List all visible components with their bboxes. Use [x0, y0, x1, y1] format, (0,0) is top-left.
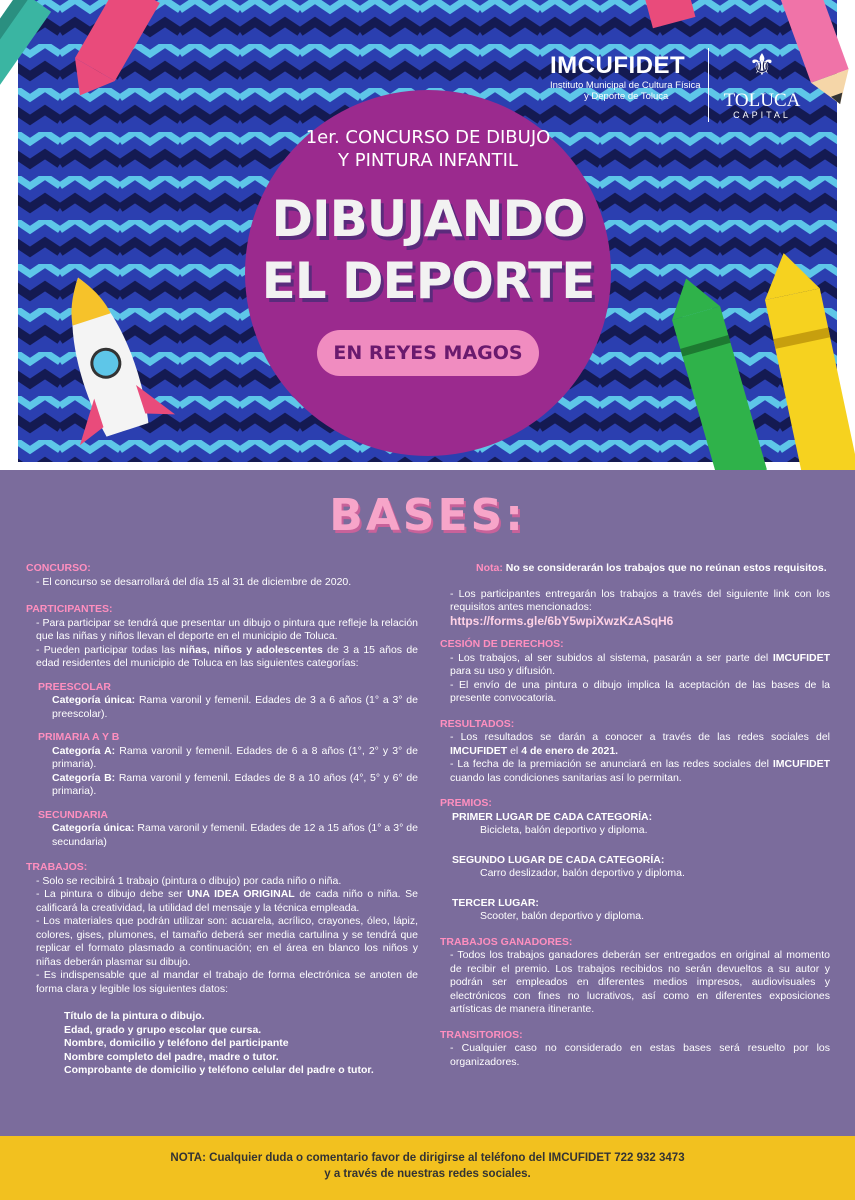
res-1b: IMCUFIDET	[450, 744, 508, 757]
part-2a: - Pueden participar todas las	[36, 643, 180, 656]
prize-first-heading: PRIMER LUGAR DE CADA CATEGORÍA:	[452, 810, 653, 823]
section-heading-participantes: PARTICIPANTES:	[26, 603, 113, 615]
entrega-text: - Los participantes entregarán los trabajos a través del siguiente link con los requisitos antes mencionados:	[450, 587, 830, 613]
list-item: Título de la pintura o dibujo.	[64, 1010, 205, 1022]
right-column	[440, 562, 830, 1069]
section-heading-trabajos: TRABAJOS:	[26, 861, 88, 873]
sec-label: Categoría única:	[52, 822, 135, 834]
prize-second-heading: SEGUNDO LUGAR DE CADA CATEGORÍA:	[452, 853, 665, 866]
trab-2b: UNA IDEA ORIGINAL	[187, 888, 295, 900]
prize-first-value: Bicicleta, balón deportivo y diploma.	[480, 824, 648, 836]
footer-line-2: y a través de nuestras redes sociales.	[324, 1168, 531, 1180]
cesion-text-2: - El envío de una pintura o dibujo implica la aceptación de las bases de la presente convocatoria.	[450, 678, 830, 704]
crest-icon: ⚜	[748, 49, 776, 82]
logo-main: IMCUFIDET	[550, 52, 686, 79]
trab-2c: de cada niño o niña. Se calificará la creatividad, la utilidad del mensaje y la técnica empleada.	[36, 888, 418, 914]
hero-banner	[0, 0, 855, 470]
capital-text: CAPITAL	[733, 110, 791, 120]
toluca-logo	[716, 40, 808, 120]
required-data-list	[26, 1010, 418, 1078]
subtitle-line-1: 1er. CONCURSO DE DIBUJO	[305, 127, 551, 148]
section-heading-ganadores: TRABAJOS GANADORES:	[440, 935, 573, 948]
category-heading-secundaria: SECUNDARIA	[38, 808, 109, 821]
res-1d: 4 de enero de 2021.	[521, 744, 619, 757]
list-item: Edad, grado y grupo escolar que cursa.	[64, 1023, 262, 1036]
participantes-text-2	[26, 644, 418, 671]
list-item: Nombre completo del padre, madre o tutor.	[64, 1050, 279, 1063]
res-1a: - Los resultados se darán a conocer a través de las redes sociales del	[450, 731, 830, 743]
resultados-text-1	[440, 731, 830, 758]
prize-second-value: Carro deslizador, balón deportivo y diploma.	[480, 867, 685, 879]
toluca-text: TOLUCA	[723, 90, 801, 111]
nota-label: Nota:	[476, 562, 503, 574]
contest-subtitle	[245, 126, 611, 172]
pre-text: Rama varonil y femenil. Edades de 3 a 6 años (1° a 3° de preescolar).	[52, 694, 418, 720]
main-title-line-1: DIBUJANDO	[271, 190, 585, 248]
secundaria-text	[26, 822, 418, 849]
footer-line-1: NOTA: Cualquier duda o comentario favor de dirigirse al teléfono del IMCUFIDET 722 932 3473	[170, 1152, 685, 1164]
logo-divider	[708, 48, 709, 122]
trabajos-text-3: - Los materiales que podrán utilizar son: acuarela, acrílico, crayones, óleo, lápiz, colores, gises, plumones, el tamaño deberá ser media cartulina y se tendrá que replicar el formato plasmado a continuación; en el área en blanco los niños y niñas deberán plasmar su dibujo.	[36, 915, 418, 968]
section-heading-resultados: RESULTADOS:	[440, 717, 515, 730]
nota-text	[440, 562, 830, 576]
participantes-text-1: - Para participar se tendrá que presentar un dibujo o pintura que refleje la relación que las niñas y niños llevan el deporte en el municipio de Toluca.	[36, 616, 418, 642]
pa-text: Rama varonil y femenil. Edades de 6 a 8 años (1°, 2° y 3° de primaria).	[52, 744, 418, 770]
transitorios-text: - Cualquier caso no considerado en estas bases será resuelto por los organizadores.	[450, 1042, 830, 1068]
list-item: Comprobante de domicilio y teléfono celular del padre o tutor.	[64, 1064, 374, 1076]
cesion-text-1	[440, 652, 830, 679]
imcufidet-logo	[550, 52, 700, 102]
res-2b: IMCUFIDET	[772, 758, 830, 770]
res-2c: cuando las condiciones sanitarias así lo permitan.	[450, 771, 682, 784]
resultados-text-2	[440, 758, 830, 785]
bases-heading: BASES:	[329, 490, 526, 541]
primaria-a-text	[26, 745, 418, 772]
res-1c: el	[507, 744, 522, 757]
form-link[interactable]: https://forms.gle/6bY5wpiXwzKzASqH6	[450, 613, 674, 628]
section-heading-premios: PREMIOS:	[440, 797, 492, 809]
section-heading-cesion: CESIÓN DE DERECHOS:	[440, 638, 564, 650]
primaria-b-text	[26, 772, 418, 799]
pre-label: Categoría única:	[52, 694, 136, 706]
trab-2a: - La pintura o dibujo debe ser	[36, 888, 188, 900]
part-2b: niñas, niños y adolescentes	[179, 643, 323, 656]
list-item: Nombre, domicilio y teléfono del participante	[64, 1037, 289, 1049]
pb-text: Rama varonil y femenil. Edades de 8 a 10 años (4°, 5° y 6° de primaria).	[52, 771, 418, 797]
section-heading-concurso: CONCURSO:	[26, 562, 91, 574]
nota-body: No se considerarán los trabajos que no reúnan estos requisitos.	[502, 562, 827, 574]
footer-note	[0, 1136, 855, 1200]
trabajos-text-1: - Solo se recibirá 1 trabajo (pintura o dibujo) por cada niño o niña.	[36, 874, 342, 887]
main-title-line-2: EL DEPORTE	[261, 252, 595, 310]
category-heading-primaria: PRIMARIA A Y B	[38, 731, 120, 743]
pa-label: Categoría A:	[52, 744, 116, 757]
logo-sub-2: y Deporte de Toluca	[584, 91, 669, 102]
res-2a: - La fecha de la premiación se anunciará en las redes sociales del	[450, 758, 773, 770]
concurso-text: - El concurso se desarrollará del día 15 al 31 de diciembre de 2020.	[36, 575, 352, 588]
reyes-magos-badge: EN REYES MAGOS	[317, 330, 539, 376]
subtitle-line-2: Y PINTURA INFANTIL	[338, 150, 518, 171]
ces-1a: - Los trabajos, al ser subidos al sistema, pasarán a ser parte del	[450, 651, 773, 664]
trabajos-text-4: - Es indispensable que al mandar el trabajo de forma electrónica se anoten de forma clara y legible los siguientes datos:	[36, 969, 418, 995]
ces-1c: para su uso y difusión.	[450, 665, 556, 677]
ces-1b: IMCUFIDET	[772, 651, 830, 664]
title-circle	[245, 90, 611, 456]
section-heading-transitorios: TRANSITORIOS:	[440, 1028, 523, 1041]
pb-label: Categoría B:	[52, 771, 116, 784]
left-column	[26, 562, 418, 1078]
category-heading-preescolar: PREESCOLAR	[38, 680, 111, 693]
preescolar-text	[26, 694, 418, 721]
logo-sub-1: Instituto Municipal de Cultura Física	[550, 80, 701, 91]
sec-text: Rama varonil y femenil. Edades de 12 a 15 años (1° a 3° de secundaria)	[52, 822, 418, 848]
prize-third-value: Scooter, balón deportivo y diploma.	[480, 910, 645, 922]
ganadores-text: - Todos los trabajos ganadores deberán ser entregados en original al momento de recibir el premio. Los trabajos recibidos no serán devueltos a su autor y podrán ser empleados en diferentes medios impresos, audiovisuales y electrónicos con fines no lucrativos, así como en diferentes exposiciones artísticas de manera itinerante.	[450, 949, 830, 1015]
part-2c: de 3 a 15 años de edad residentes del municipio de Toluca en las siguientes categorías:	[36, 643, 419, 669]
prize-third-heading: TERCER LUGAR:	[452, 896, 539, 909]
trabajos-text-2	[26, 888, 418, 915]
